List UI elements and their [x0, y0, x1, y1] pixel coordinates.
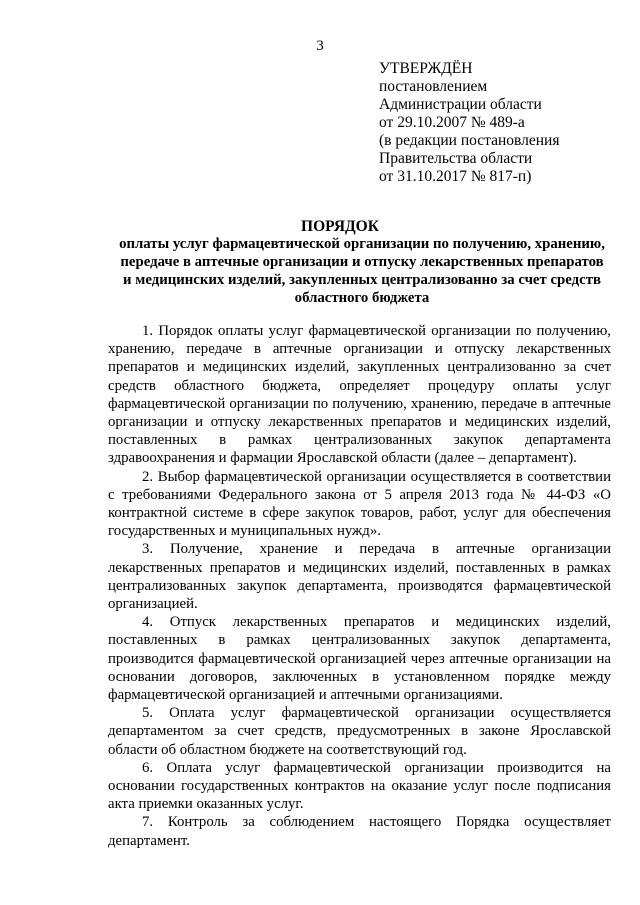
subtitle-line: и медицинских изделий, закупленных централизованно за счет средств: [123, 272, 601, 288]
paragraph-2: 2. Выбор фармацевтической организации осуществляется в соответствии с требованиями Федерального закона от 5 апреля 2013 года № 44-ФЗ «О контрактной системе в сфере закупок товаров, работ, услуг для обеспечения государственных и муниципальных нужд».: [108, 468, 611, 540]
approval-line: (в редакции постановления: [379, 132, 560, 149]
approval-line: Администрации области: [379, 96, 542, 113]
approval-stamp: [379, 60, 559, 186]
paragraph-1: 1. Порядок оплаты услуг фармацевтической организации по получению, хранению, передаче в аптечные организации и отпуску лекарственных препаратов и медицинских изделий, закупленных централизованно за счет средств областного бюджета, определяет процедуру оплаты услуг фармацевтической организации по получению, хранению, передаче в аптечные организации и отпуску лекарственных препаратов и медицинских изделий, поставленных в рамках централизованных закупок департамента здравоохранения и фармации Ярославской области (далее – департамент).: [108, 323, 611, 467]
paragraph-4: 4. Отпуск лекарственных препаратов и медицинских изделий, поставленных в рамках централизованных закупок департамента, производится фармацевтической организацией через аптечные организации на основании договоров, заключенных в установленном порядке между фармацевтической организацией и аптечными организациями.: [108, 614, 611, 704]
approval-line: УТВЕРЖДЁН: [379, 60, 473, 77]
document-subtitle: [92, 235, 632, 307]
paragraph-5: 5. Оплата услуг фармацевтической организации осуществляется департаментом за счет средств, предусмотренных в законе Ярославской области об областном бюджете на соответствующий год.: [108, 705, 611, 758]
approval-line: Правительства области: [379, 150, 533, 167]
subtitle-line: передаче в аптечные организации и отпуску лекарственных препаратов: [120, 254, 604, 270]
subtitle-line: областного бюджета: [294, 290, 430, 306]
page-number: 3: [316, 38, 324, 54]
subtitle-line: оплаты услуг фармацевтической организации по получению, хранению,: [119, 236, 605, 252]
paragraph-6: 6. Оплата услуг фармацевтической организации производится на основании государственных контрактов на оказание услуг после подписания акта приемки оказанных услуг.: [108, 759, 611, 813]
document-title: ПОРЯДОК: [301, 218, 379, 235]
paragraph-3: 3. Получение, хранение и передача в аптечные организации лекарственных препаратов и медицинских изделий, поставленных в рамках централизованных закупок департамента, производятся фармацевтической организацией.: [108, 541, 611, 613]
approval-line: от 31.10.2017 № 817-п): [379, 168, 532, 185]
approval-line: от 29.10.2007 № 489-а: [379, 114, 525, 131]
approval-line: постановлением: [379, 78, 488, 95]
paragraph-7: 7. Контроль за соблюдением настоящего Порядка осуществляет департамент.: [108, 814, 611, 849]
document-body: [108, 322, 611, 850]
